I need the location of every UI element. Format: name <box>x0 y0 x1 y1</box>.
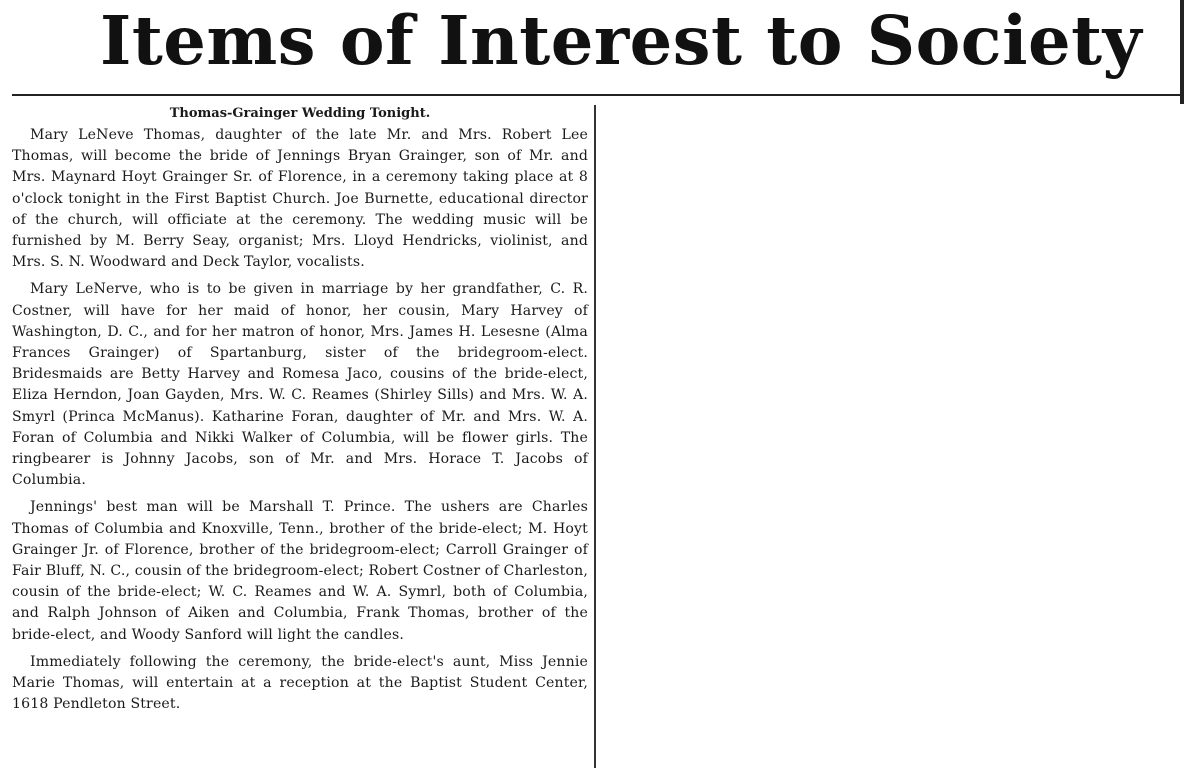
article-paragraph: Jennings' best man will be Marshall T. Prince. The ushers are Charles Thomas of Columbia and Knoxville, Tenn., brother of the bride-elect; M. Hoyt Grainger Jr. of Florence, brother of the bridegroom-elect; Carroll Grainger of Fair Bluff, N. C., cousin of the bridegroom-elect; Robert Costner of Charleston, cousin of the bride-elect; W. C. Reames and W. A. Symrl, both of Columbia, and Ralph Johnson of Aiken and Columbia, Frank Thomas, brother of the bride-elect, and Woody Sanford will light the candles. <box>12 499 588 643</box>
article-paragraph: Mary LeNerve, who is to be given in marriage by her grandfather, C. R. Costner, will have for her maid of honor, her cousin, Mary Harvey of Washington, D. C., and for her matron of honor, Mrs. James H. Lesesne (Alma Frances Grainger) of Spartanburg, sister of the bridegroom-elect. Bridesmaids are Betty Harvey and Romesa Jaco, cousins of the bride-elect, Eliza Herndon, Joan Gayden, Mrs. W. C. Reames (Shirley Sills) and Mrs. W. A. Smyrl (Princa McManus). Katharine Foran, daughter of Mr. and Mrs. W. A. Foran of Columbia and Nikki Walker of Columbia, will be flower girls. The ringbearer is Johnny Jacobs, son of Mr. and Mrs. Horace T. Jacobs of Columbia. <box>12 281 588 489</box>
article-paragraph: Immediately following the ceremony, the bride-elect's aunt, Miss Jennie Marie Thomas, will entertain at a reception at the Baptist Student Center, 1618 Pendleton Street. <box>12 653 588 713</box>
headline-right-rule <box>1180 0 1184 104</box>
article-title: Thomas-Grainger Wedding Tonight. <box>169 106 431 121</box>
headline-rule <box>12 94 1184 96</box>
article-paragraph: Mary LeNeve Thomas, daughter of the late Mr. and Mrs. Robert Lee Thomas, will become the bride of Jennings Bryan Grainger, son of Mr. and Mrs. Maynard Hoyt Grainger Sr. of Florence, in a ceremony taking place at 8 o'clock tonight in the First Baptist Church. Joe Burnette, educational director of the church, will officiate at the ceremony. The wedding music will be furnished by M. Berry Seay, organist; Mrs. Lloyd Hendricks, violinist, and Mrs. S. N. Woodward and Deck Taylor, vocalists. <box>12 127 588 271</box>
page-headline: Items of Interest to Society <box>100 1 1143 80</box>
article-column <box>12 106 588 721</box>
column-divider <box>594 105 596 768</box>
